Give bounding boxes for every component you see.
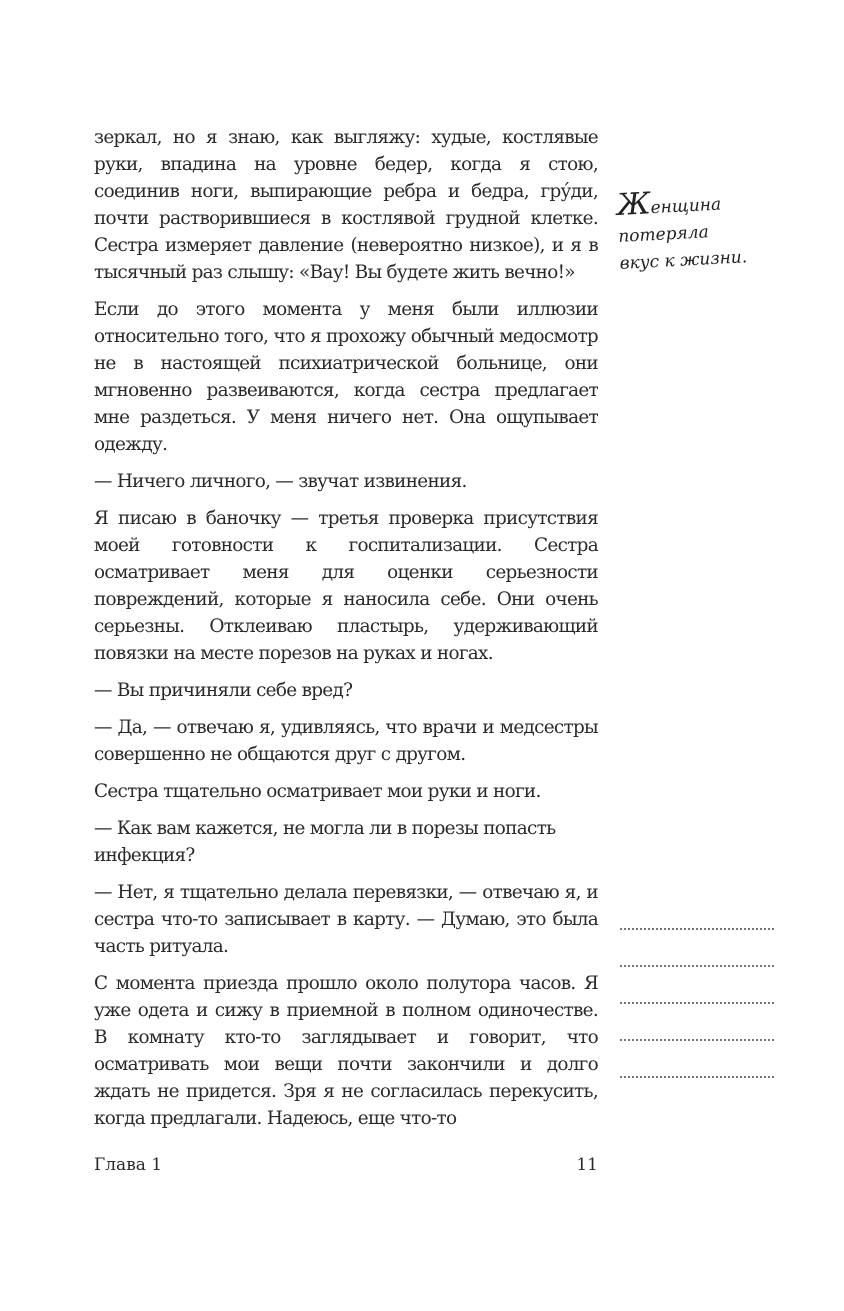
paragraph-6: — Да, — отвечаю я, удивляясь, что врачи и медсестры совершенно не общаются друг с другом. <box>94 717 598 765</box>
paragraph-2: Если до этого момента у меня были иллюзии относительно того, что я прохожу обычный медосмотр не в настоящей психиатрической больнице, они мгновенно развеиваются, когда сестра предлагает мне раздеться. У меня ничего нет. Она ощупывает одежду. <box>94 299 598 455</box>
margin-note-line-2: потеряла <box>617 222 710 247</box>
dotted-line <box>620 928 774 930</box>
margin-note-line-1-rest: енщина <box>650 194 722 219</box>
paragraph-7: Сестра тщательно осматривает мои руки и ноги. <box>94 781 541 802</box>
margin-note-line-3: вкус к жизни. <box>619 247 748 274</box>
chapter-label: Глава 1 <box>94 1155 163 1175</box>
paragraph-5: — Вы причиняли себе вред? <box>94 680 353 701</box>
paragraph-10: С момента приезда прошло около полутора часов. Я уже одета и сижу в приемной в полном одиночестве. В комнату кто-то заглядывает и говорит, что осматривать мои вещи почти закончили и долго ждать не придется. Зря я не согласилась перекусить, когда предлагали. Надеюсь, еще что-то <box>94 973 598 1129</box>
dotted-line <box>620 1002 774 1004</box>
dotted-line <box>620 1039 774 1041</box>
paragraph-8: — Как вам кажется, не могла ли в порезы попасть инфекция? <box>94 818 556 866</box>
paragraph-3: — Ничего личного, — звучат извинения. <box>94 471 467 492</box>
dotted-line <box>620 965 774 967</box>
paragraph-4: Я писаю в баночку — третья проверка присутствия моей готовности к госпитализации. Сестра осматривает меня для оценки серьезности повреждений, которые я наносила себе. Они очень серьезны. Отклеиваю пластырь, удерживающий повязки на месте порезов на руках и ногах. <box>94 508 598 664</box>
margin-note-initial: Ж <box>615 186 652 223</box>
notes-lines <box>620 928 774 1113</box>
handwritten-margin-note <box>616 183 800 278</box>
paragraph-9: — Нет, я тщательно делала перевязки, — отвечаю я, и сестра что-то записывает в карту. — Думаю, это была часть ритуала. <box>94 882 598 957</box>
paragraph-1: зеркал, но я знаю, как выгляжу: худые, костлявые руки, впадина на уровне бедер, когда я стою, соединив ноги, выпирающие ребра и бедра, гру́ди, почти растворившиеся в костлявой грудной клетке. Сестра измеряет давление (невероятно низкое), и я в тысячный раз слышу: «Вау! Вы будете жить вечно!» <box>94 127 598 283</box>
dotted-line <box>620 1076 774 1078</box>
body-text <box>94 124 598 1142</box>
page-number: 11 <box>576 1155 598 1175</box>
